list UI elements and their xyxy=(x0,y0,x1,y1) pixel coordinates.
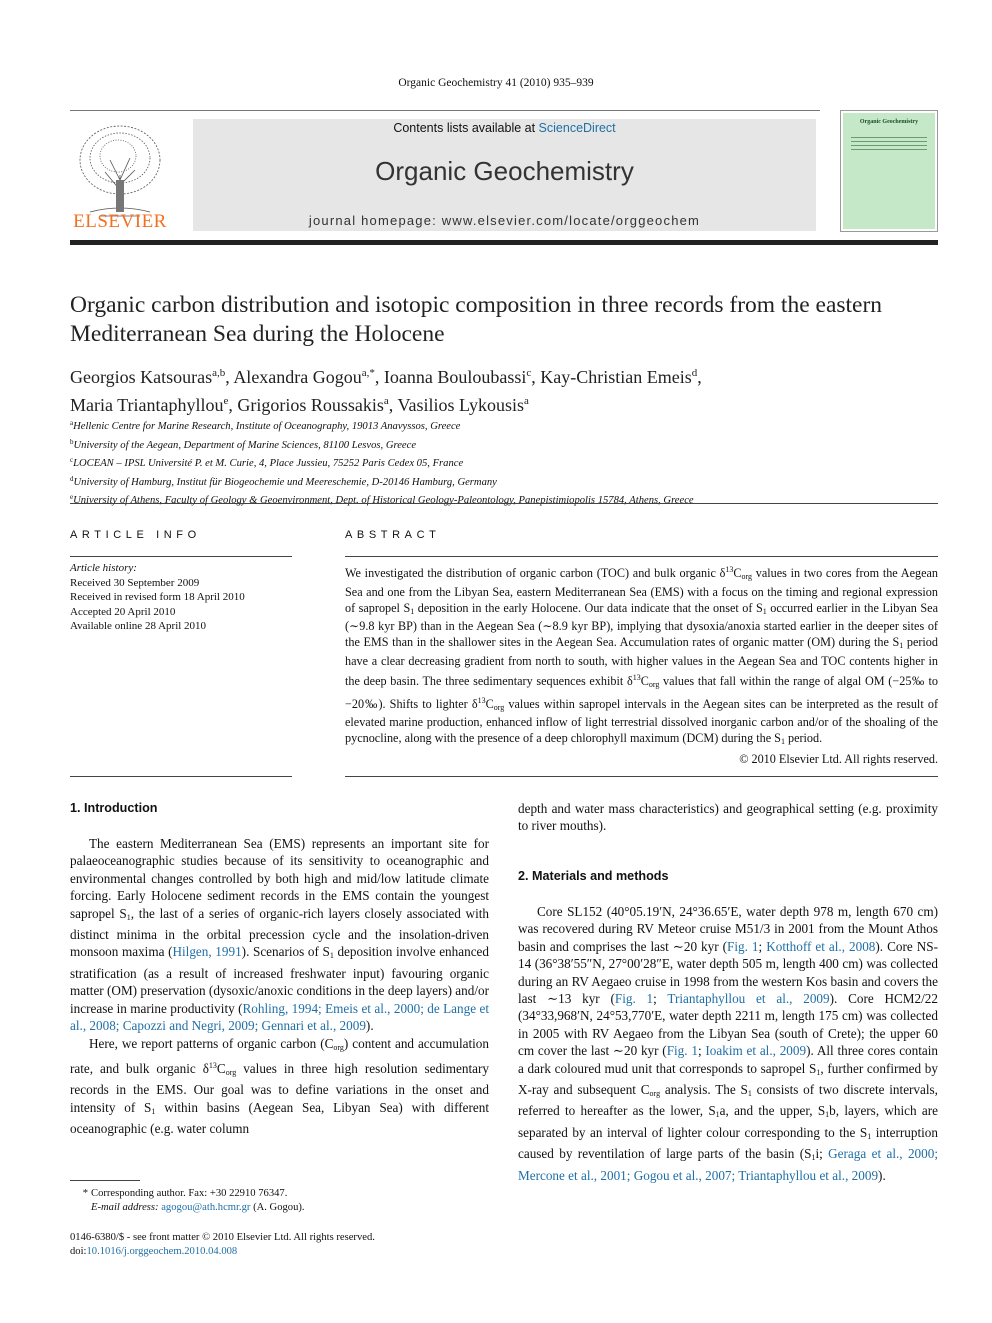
author: Georgios Katsouras$^{a,b}$, xyxy=(70,367,234,387)
citation-link[interactable]: Hilgen, 1991 xyxy=(172,944,242,960)
doi-line: doi:10.1016/j.orggeochem.2010.04.008 xyxy=(70,1246,238,1257)
journal-name: Organic Geochemistry xyxy=(375,156,634,186)
affiliation: $^d$University of Hamburg, Institut für Biogeochemie und Meereschemie, D-20146 Hamburg, Germany xyxy=(70,474,497,488)
journal-homepage[interactable]: journal homepage: www.elsevier.com/locate/orggeochem xyxy=(308,213,701,228)
accepted-date: Accepted 20 April 2010 xyxy=(70,605,176,618)
doi-link[interactable]: 10.1016/j.orggeochem.2010.04.008 xyxy=(86,1246,238,1257)
figure-link[interactable]: Fig. 1 xyxy=(614,991,654,1007)
affiliation: $^a$Hellenic Centre for Marine Research, Institute of Oceanography, 19013 Anavyssos, Greece xyxy=(70,419,461,432)
affiliation: $^e$University of Athens, Faculty of Geology & Geoenvironment, Dept. of Historical Geology-Paleontology, Panepistimiopolis 15784, Athens, Greece xyxy=(70,493,694,506)
article-info-bottom-rule xyxy=(70,776,292,777)
paragraph: Here, we report patterns of organic carbon $(C_{org})$ content and accumulation rate, and bulk organic $\delta^{13}C_{org}$ values in three high resolution sedimentary records in the EMS. Our goal was to define variations in the onset and intensity of $S_1$ within basins (Aegean Sea, Libyan Sea) with different oceanographic (e.g. water column xyxy=(70,1036,490,1137)
publisher-wordmark: ELSEVIER xyxy=(73,211,167,232)
online-date: Available online 28 April 2010 xyxy=(70,620,207,632)
abstract-rule xyxy=(345,556,938,557)
citation-link[interactable]: Ioakim et al., 2009 xyxy=(705,1043,807,1059)
article-title: Organic carbon distribution and isotopic composition in three records from the eastern Mediterranean Sea during the Holocene xyxy=(70,292,883,347)
footnote-rule xyxy=(70,1180,140,1181)
citation-link[interactable]: Geraga et al., 2000; Mercone et al., 2001; Gogou et al., 2007; Triantaphyllou et al., 2009 xyxy=(518,1146,939,1183)
article-history xyxy=(70,561,300,634)
affiliation: $^c$LOCEAN – IPSL Université P. et M. Curie, 4, Place Jussieu, 75252 Paris Cedex 05, France xyxy=(70,456,464,469)
introduction-body xyxy=(70,835,489,1138)
methods-heading: 2. Materials and methods xyxy=(518,869,669,883)
author: Vasilios Lykousis$^a$ xyxy=(397,395,529,415)
copyright-notice: © 2010 Elsevier Ltd. All rights reserved. xyxy=(739,752,938,766)
author: Grigorios Roussakis$^a$, xyxy=(237,395,398,415)
contents-line xyxy=(193,121,816,135)
history-label: Article history: xyxy=(70,562,137,574)
revised-date: Received in revised form 18 April 2010 xyxy=(70,591,245,603)
article-info-heading: ARTICLE INFO xyxy=(70,529,201,541)
email-link[interactable]: agogou@ath.hcmr.gr xyxy=(161,1202,251,1213)
cover-title: Organic Geochemistry xyxy=(859,119,919,125)
introduction-body-continued: depth and water mass characteristics) and geographical setting (e.g. proximity to river mouths). xyxy=(518,801,938,834)
journal-cover-thumbnail xyxy=(840,110,938,232)
citation-link[interactable]: Rohling, 1994; Emeis et al., 2000; de Lange et al., 2008; Capozzi and Negri, 2009; Gennari et al., 2009 xyxy=(70,1000,489,1034)
issn-line: 0146-6380/$ - see front matter © 2010 Elsevier Ltd. All rights reserved. xyxy=(70,1232,375,1243)
email-label: E-mail address: xyxy=(91,1202,159,1213)
article-info-rule xyxy=(70,556,292,557)
sciencedirect-link[interactable]: ScienceDirect xyxy=(538,121,616,135)
section-separator xyxy=(70,503,938,504)
journal-citation: Organic Geochemistry 41 (2010) 935–939 xyxy=(398,77,594,89)
corresponding-author-footnote xyxy=(70,1187,490,1215)
abstract-heading: ABSTRACT xyxy=(345,529,441,541)
methods-body xyxy=(518,903,938,1184)
citation-link[interactable]: Kotthoff et al., 2008 xyxy=(766,938,876,954)
figure-link[interactable]: Fig. 1 xyxy=(666,1043,698,1059)
footnote-marker: * xyxy=(82,1188,88,1199)
abstract-text: We investigated the distribution of organic carbon (TOC) and bulk organic $\delta^{13}C_{org}$ values in two cores from the Aegean Sea and one from the Libyan Sea, eastern Mediterranean Sea (EMS) with a focus on the timing and regional expression of sapropel $S_1$ deposition in the early Holocene. Our data indicate that the onset of $S_1$ occurred earlier in the Libyan Sea (∼9.8 kyr BP) than in the Aegean Sea (∼8.9 kyr BP), implying that dysoxia/anoxia started earlier in the deeper sites of the EMS than in the shallower sites in the Aegean Sea. Accumulation rates of organic matter (OM) during the $S_1$ period have a clear decreasing gradient from north to south, with higher values in the Aegean Sea and TOC contents higher in the deep basin. The three sedimentary sequences exhibit $\delta^{13}C_{org}$ values that fall within the range of algal OM (−25‰ to −20‰). Shifts to lighter $\delta^{13}C_{org}$ values within sapropel intervals in the Aegean sites can be interpreted as the result of elevated marine production, enhanced inflow of light terrestrial dissolved inorganic carbon and/or of the shoaling of the pycnocline, along with the presence of a deep chlorophyll maximum (DCM) during the $S_1$ period. xyxy=(345,565,939,747)
email-suffix: (A. Gogou). xyxy=(250,1202,305,1213)
abstract-bottom-rule xyxy=(345,776,938,777)
affiliation: $^b$University of the Aegean, Department of Marine Sciences, 81100 Lesvos, Greece xyxy=(70,437,417,451)
front-matter-notice xyxy=(70,1231,490,1259)
paragraph: The eastern Mediterranean Sea (EMS) represents an important site for palaeoceanographic studies because of its sensitivity to oceanographic and environmental changes controlled by both high and mid/low latitude climate forcing. Early Holocene sediment records in the EMS contain the youngest sapropel $S_1$, the last of a series of organic-rich layers closely associated with distinct minima in the orbital precession cycle and the insolation-driven monsoon maxima (Hilgen, 1991). Scenarios of $S_1$ deposition involve enhanced stratification (as a result of increased freshwater input) favouring organic matter (OM) preservation (dysoxic/anoxic conditions in the deep layers) and/or increase in marine productivity (Rohling, 1994; Emeis et al., 2000; de Lange et al., 2008; Capozzi and Negri, 2009; Gennari et al., 2009). xyxy=(70,836,490,1034)
introduction-heading: 1. Introduction xyxy=(70,801,158,815)
header-top-rule xyxy=(70,110,820,111)
corresponding-author-text: Corresponding author. Fax: +30 22910 76347. xyxy=(91,1188,288,1199)
author: Alexandra Gogou$^{a,*}$, xyxy=(233,367,384,387)
received-date: Received 30 September 2009 xyxy=(70,576,200,589)
figure-link[interactable]: Fig. 1 xyxy=(727,938,759,954)
author-list xyxy=(70,361,930,417)
affiliation-list xyxy=(70,416,930,509)
author: Ioanna Bouloubassi$^c$, xyxy=(383,367,541,387)
author: Maria Triantaphyllou$^e$, xyxy=(70,395,238,415)
header-bottom-rule xyxy=(70,240,938,245)
author: Kay-Christian Emeis$^d$, xyxy=(540,367,702,387)
citation-link[interactable]: Triantaphyllou et al., 2009 xyxy=(667,991,830,1007)
paragraph: Core SL152 (40°05.19′N, 24°36.65′E, water depth 978 m, length 670 cm) was recovered during RV Meteor cruise M51/3 in 2001 from the Mount Athos basin and comprises the last ∼20 kyr (Fig. 1; Kotthoff et al., 2008). Core NS-14 (36°38′55″N, 27°00′28″E, water depth 505 m, length 400 cm) was collected during an RV Aegaeo cruise in 1998 from the western Kos basin and covers the last ∼13 kyr (Fig. 1; Triantaphyllou et al., 2009). Core HCM2/22 (34°33,968′N, 24°53,770′E, water depth 2211 m, length 175 cm) was collected in 2005 with RV Aegaeo from the Libyan Sea (south of Crete); the upper 60 cm cover the last ∼20 kyr (Fig. 1; Ioakim et al., 2009). All three cores contain a dark coloured mud unit that corresponds to sapropel $S_1$, further confirmed by X-ray and subsequent $C_{org}$ analysis. The $S_1$ consists of two discrete intervals, referred to hereafter as the lower, $S_1a$, and the upper, $S_1b$, layers, which are separated by an interval of lighter colour corresponding to the $S_1$ interruption caused by reventilation of large parts of the basin ($S_1i$; Geraga et al., 2000; Mercone et al., 2001; Gogou et al., 2007; Triantaphyllou et al., 2009). xyxy=(518,904,939,1183)
contents-prefix: Contents lists available at xyxy=(393,121,539,135)
